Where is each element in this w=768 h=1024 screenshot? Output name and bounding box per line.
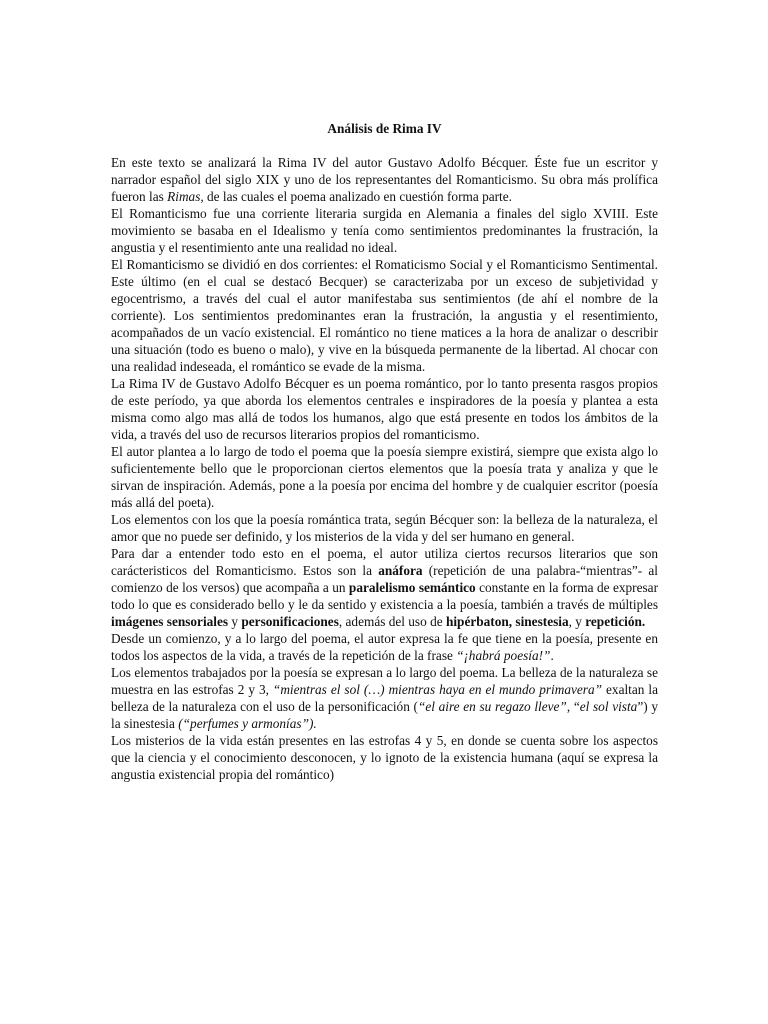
recursos-text-a: Para dar a entender todo esto en el poema, el autor utiliza ciertos recursos literarios que son carácteristicos del Romanticismo. Estos son la bbox=[111, 546, 658, 578]
recursos-text-e: constante en la forma de expresar todo lo que es considerado bello y le da sentido y existencia a la poesía, también a través de múltiples bbox=[111, 580, 658, 612]
mientras-sol-italic: “mientras el sol (…) mientras haya en el mundo primavera” bbox=[272, 682, 603, 697]
paragraph-fe-poesia bbox=[111, 630, 658, 664]
paragraph-elementos: Los elementos con los que la poesía romántica trata, según Bécquer son: la belleza de la naturaleza, el amor que no puede ser definido, y los misterios de la vida y del ser humano en general. bbox=[111, 512, 658, 544]
document-title: Análisis de Rima IV bbox=[327, 121, 442, 136]
document-body bbox=[111, 120, 658, 783]
naturaleza-text-c: exaltan la belleza de la naturaleza con el uso de la personificación ( bbox=[111, 682, 658, 714]
personificaciones-bold: personificaciones bbox=[241, 614, 339, 629]
naturaleza-text-a: Los elementos trabajados por la poesía se expresan a lo largo del poema. La belleza de la naturaleza se muestra en las estrofas 2 y 3, bbox=[111, 665, 658, 697]
repeticion-bold: repetición. bbox=[585, 614, 646, 629]
paragraph-corrientes: El Romanticismo se dividió en dos corrientes: el Romaticismo Social y el Romanticismo Sentimental. Este último (en el cual se destacó Becquer) se caracterizaba por un exceso de subjetividad y egocentrismo, a través del cual el autor manifestaba sus sentimientos (de ahí el nombre de la corriente). Los sentimientos predominantes eran la frustración, la angustia y el resentimiento, acompañados de un vacío existencial. El romántico no tiene matices a la hora de analizar o describir una situación (todo es bueno o malo), y vive en la búsqueda permanente de la libertad. Al chocar con una realidad indeseada, el romántico se evade de la misma. bbox=[111, 257, 658, 374]
naturaleza-text-e: , “ bbox=[566, 699, 580, 714]
fe-text-c: . bbox=[550, 648, 554, 663]
paragraph-intro-text: En este texto se analizará la Rima IV del autor Gustavo Adolfo Bécquer. Éste fue un escritor y narrador español del siglo XIX y uno de los representantes del Romanticismo. Su obra más prolífica fueron las bbox=[111, 155, 658, 204]
habra-poesia-italic: “¡habrá poesía!” bbox=[456, 648, 551, 663]
paragraph-romanticismo: El Romanticismo fue una corriente literaria surgida en Alemania a finales del siglo XVIII. Este movimiento se basaba en el Idealismo y tenía como sentimientos predominantes la frustración, la angustia y el resentimiento ante una realidad no ideal. bbox=[111, 206, 658, 255]
paragraph-intro bbox=[111, 154, 658, 205]
paralelismo-bold: paralelismo semántico bbox=[348, 580, 476, 595]
recursos-text-i: , además del uso de bbox=[338, 614, 446, 629]
imagenes-bold: imágenes sensoriales bbox=[111, 614, 229, 629]
paragraph-intro-end: de las cuales el poema analizado en cuestión forma parte. bbox=[203, 189, 512, 204]
aire-regazo-italic: “el aire en su regazo lleve” bbox=[417, 699, 567, 714]
recursos-text-g: y bbox=[228, 614, 242, 629]
paragraph-rima-iv: La Rima IV de Gustavo Adolfo Bécquer es un poema romántico, por lo tanto presenta rasgos propios de este período, ya que aborda los elementos centrales e inspiradores de la poesía y plantea a esta misma como algo mas allá de todos los humanos, algo que está presente en todos los ámbitos de la vida, a través del uso de recursos literarios propios del romanticismo. bbox=[111, 376, 658, 442]
perfumes-armonias-italic: (“perfumes y armonías”). bbox=[178, 716, 317, 731]
sol-vista-italic: el sol vista bbox=[579, 699, 638, 714]
paragraph-naturaleza bbox=[111, 664, 658, 732]
hiperbaton-bold: hipérbaton, sinestesia bbox=[445, 614, 569, 629]
rimas-italic: Rimas, bbox=[167, 189, 204, 204]
fe-text-a: Desde un comienzo, y a lo largo del poema, el autor expresa la fe que tiene en la poesía, presente en todos los aspectos de la vida, a través de la repetición de la frase bbox=[111, 631, 658, 663]
paragraph-misterios: Los misterios de la vida están presentes en las estrofas 4 y 5, en donde se cuenta sobre los aspectos que la ciencia y el conocimiento desconocen, y lo ignoto de la existencia humana (aquí se expresa la angustia existencial propia del romántico) bbox=[111, 733, 658, 782]
recursos-text-k: , y bbox=[568, 614, 586, 629]
paragraph-autor-plantea: El autor plantea a lo largo de todo el poema que la poesía siempre existirá, siempre que exista algo lo suficientemente bello que le proporcionan ciertos elementos que la poesía trata y analiza y que le sirvan de inspiración. Además, pone a la poesía por encima del hombre y de cualquier escritor (poesía más allá del poeta). bbox=[111, 444, 658, 510]
paragraph-recursos bbox=[111, 545, 658, 630]
recursos-text-c: (repetición de una palabra-“mientras”- al comienzo de los versos) que acompaña a un bbox=[111, 563, 658, 595]
naturaleza-text-g: ”) y la sinestesia bbox=[111, 699, 658, 731]
anafora-bold: anáfora bbox=[378, 563, 423, 578]
